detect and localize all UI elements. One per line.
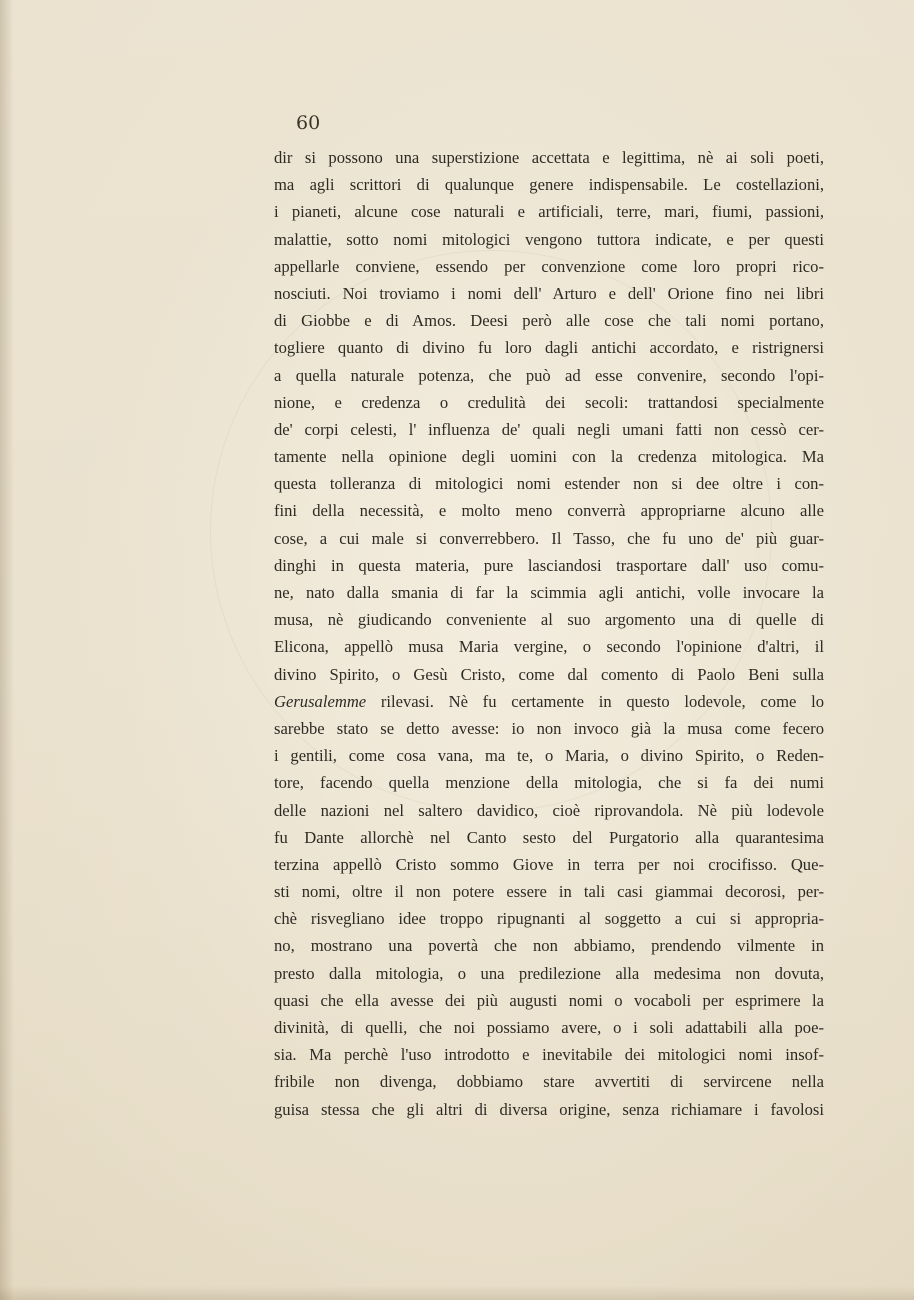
text-line: chè risvegliano idee troppo ripugnanti al soggetto a cui si appropria- xyxy=(274,909,824,929)
text-line: togliere quanto di divino fu loro dagli antichi accordato, e ristrignersi xyxy=(274,338,824,358)
text-line: dir si possono una superstizione accettata e legittima, nè ai soli poeti, xyxy=(274,148,824,167)
text-line: i pianeti, alcune cose naturali e artificiali, terre, mari, fiumi, passioni, xyxy=(274,202,824,222)
page-number: 60 xyxy=(296,112,321,134)
page-left-edge xyxy=(0,0,14,1300)
text-line: tore, facendo quella menzione della mitologia, che si fa dei numi xyxy=(274,773,824,793)
text-line: divino Spirito, o Gesù Cristo, come dal comento di Paolo Beni sulla xyxy=(274,664,824,684)
text-line: guisa stessa che gli altri di diversa origine, senza richiamare i favolosi xyxy=(274,1099,824,1119)
text-line: sti nomi, oltre il non potere essere in tali casi giammai decorosi, per- xyxy=(274,882,824,902)
text-line: cose, a cui male si converrebbero. Il Tasso, che fu uno de' più guar- xyxy=(274,528,824,548)
text-line: divinità, di quelli, che noi possiamo avere, o i soli adattabili alla poe- xyxy=(274,1018,824,1037)
text-line: Elicona, appellò musa Maria vergine, o secondo l'opinione d'altri, il xyxy=(274,637,824,657)
text-line: musa, nè giudicando conveniente al suo argomento una di quelle di xyxy=(274,610,824,630)
text-line: i gentili, come cosa vana, ma te, o Maria, o divino Spirito, o Reden- xyxy=(274,746,824,766)
text-line: tamente nella opinione degli uomini con la credenza mitologica. Ma xyxy=(274,447,824,467)
text-line: sarebbe stato se detto avesse: io non invoco già la musa come fecero xyxy=(274,718,824,738)
text-line: ne, nato dalla smania di far la scimmia agli antichi, volle invocare la xyxy=(274,583,824,602)
body-text xyxy=(274,144,824,1123)
page-bottom-edge xyxy=(0,1286,914,1300)
text-line: sia. Ma perchè l'uso introdotto e inevitabile dei mitologici nomi insof- xyxy=(274,1045,824,1065)
text-line: malattie, sotto nomi mitologici vengono tuttora indicate, e per questi xyxy=(274,229,824,249)
line-rest: rilevasi. Nè fu certamente in questo lodevole, come lo xyxy=(366,691,824,711)
text-line: nione, e credenza o credulità dei secoli: trattandosi specialmente xyxy=(274,392,824,412)
text-line: de' corpi celesti, l' influenza de' quali negli umani fatti non cessò cer- xyxy=(274,419,824,439)
text-line: dinghi in questa materia, pure lasciandosi trasportare dall' uso comu- xyxy=(274,555,824,575)
text-line: appellarle conviene, essendo per convenzione come loro propri rico- xyxy=(274,256,824,276)
text-line xyxy=(274,688,824,715)
text-line: a quella naturale potenza, che può ad esse convenire, secondo l'opi- xyxy=(274,365,824,385)
text-line: fu Dante allorchè nel Canto sesto del Purgatorio alla quarantesima xyxy=(274,827,824,847)
text-line: nosciuti. Noi troviamo i nomi dell' Arturo e dell' Orione fino nei libri xyxy=(274,283,824,303)
text-line: quasi che ella avesse dei più augusti nomi o vocaboli per esprimere la xyxy=(274,990,824,1010)
text-line: fini della necessità, e molto meno converrà appropriarne alcuno alle xyxy=(274,501,824,521)
text-line: questa tolleranza di mitologici nomi estender non si dee oltre i con- xyxy=(274,474,824,494)
text-line: terzina appellò Cristo sommo Giove in terra per noi crocifisso. Que- xyxy=(274,854,824,874)
text-line: di Giobbe e di Amos. Deesi però alle cose che tali nomi portano, xyxy=(274,311,824,331)
text-line: presto dalla mitologia, o una predilezione alla medesima non dovuta, xyxy=(274,963,824,983)
text-line: delle nazioni nel saltero davidico, cioè riprovandola. Nè più lodevole xyxy=(274,800,824,820)
text-line: fribile non divenga, dobbiamo stare avvertiti di servircene nella xyxy=(274,1072,824,1092)
italic-title: Gerusalemme xyxy=(274,691,367,711)
text-line: no, mostrano una povertà che non abbiamo, prendendo vilmente in xyxy=(274,936,824,956)
text-line: ma agli scrittori di qualunque genere indispensabile. Le costellazioni, xyxy=(274,175,824,195)
